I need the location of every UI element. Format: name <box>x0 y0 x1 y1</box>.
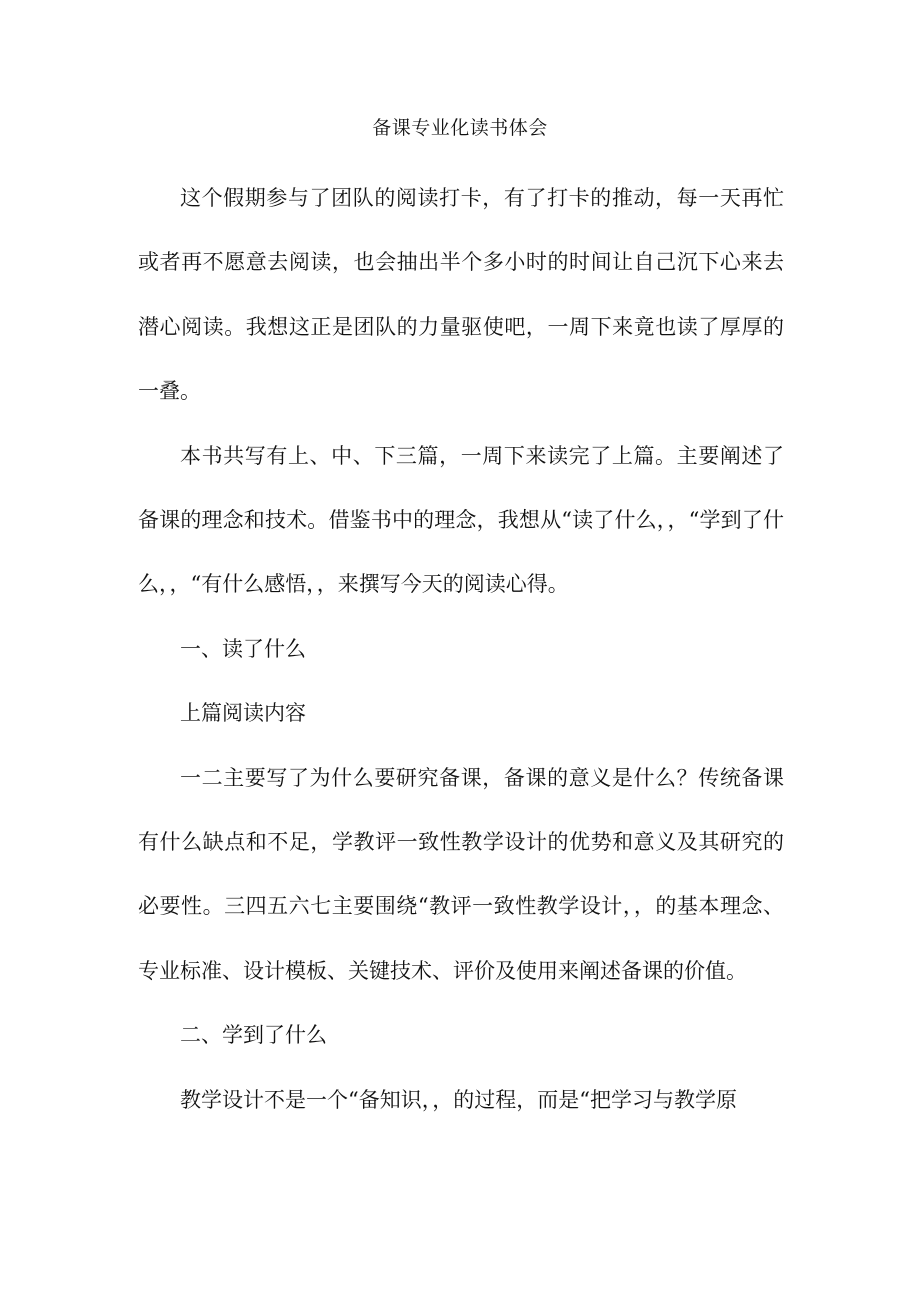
subheading-reading-content: 上篇阅读内容 <box>180 701 306 726</box>
paragraph-intro: 这个假期参与了团队的阅读打卡，有了打卡的推动，每一天再忙或者再不愿意去阅读，也会抽出半个多小时的时间让自己沉下心来去潜心阅读。我想这正是团队的力量驱使吧，一周下来竟也读了厚厚的一叠。 <box>138 186 784 404</box>
document-title: 备课专业化读书体会 <box>372 117 548 139</box>
paragraph-reading-summary: 一二主要写了为什么要研究备课，备课的意义是什么？传统备课有什么缺点和不足，学教评一致性教学设计的优势和意义及其研究的必要性。三四五六七主要围绕“教评一致性教学设计，，的基本理念、专业标准、设计模板、关键技术、评价及使用来阐述备课的价值。 <box>138 765 784 983</box>
document-body <box>138 166 784 1132</box>
paragraph-learned: 教学设计不是一个“备知识，，的过程，而是“把学习与教学原 <box>180 1087 737 1112</box>
paragraph-overview: 本书共写有上、中、下三篇，一周下来读完了上篇。主要阐述了备课的理念和技术。借鉴书中的理念，我想从“读了什么，，“学到了什么，，“有什么感悟，，来撰写今天的阅读心得。 <box>138 443 784 597</box>
section-heading-1: 一、读了什么 <box>180 636 306 661</box>
section-heading-2: 二、学到了什么 <box>180 1023 327 1048</box>
